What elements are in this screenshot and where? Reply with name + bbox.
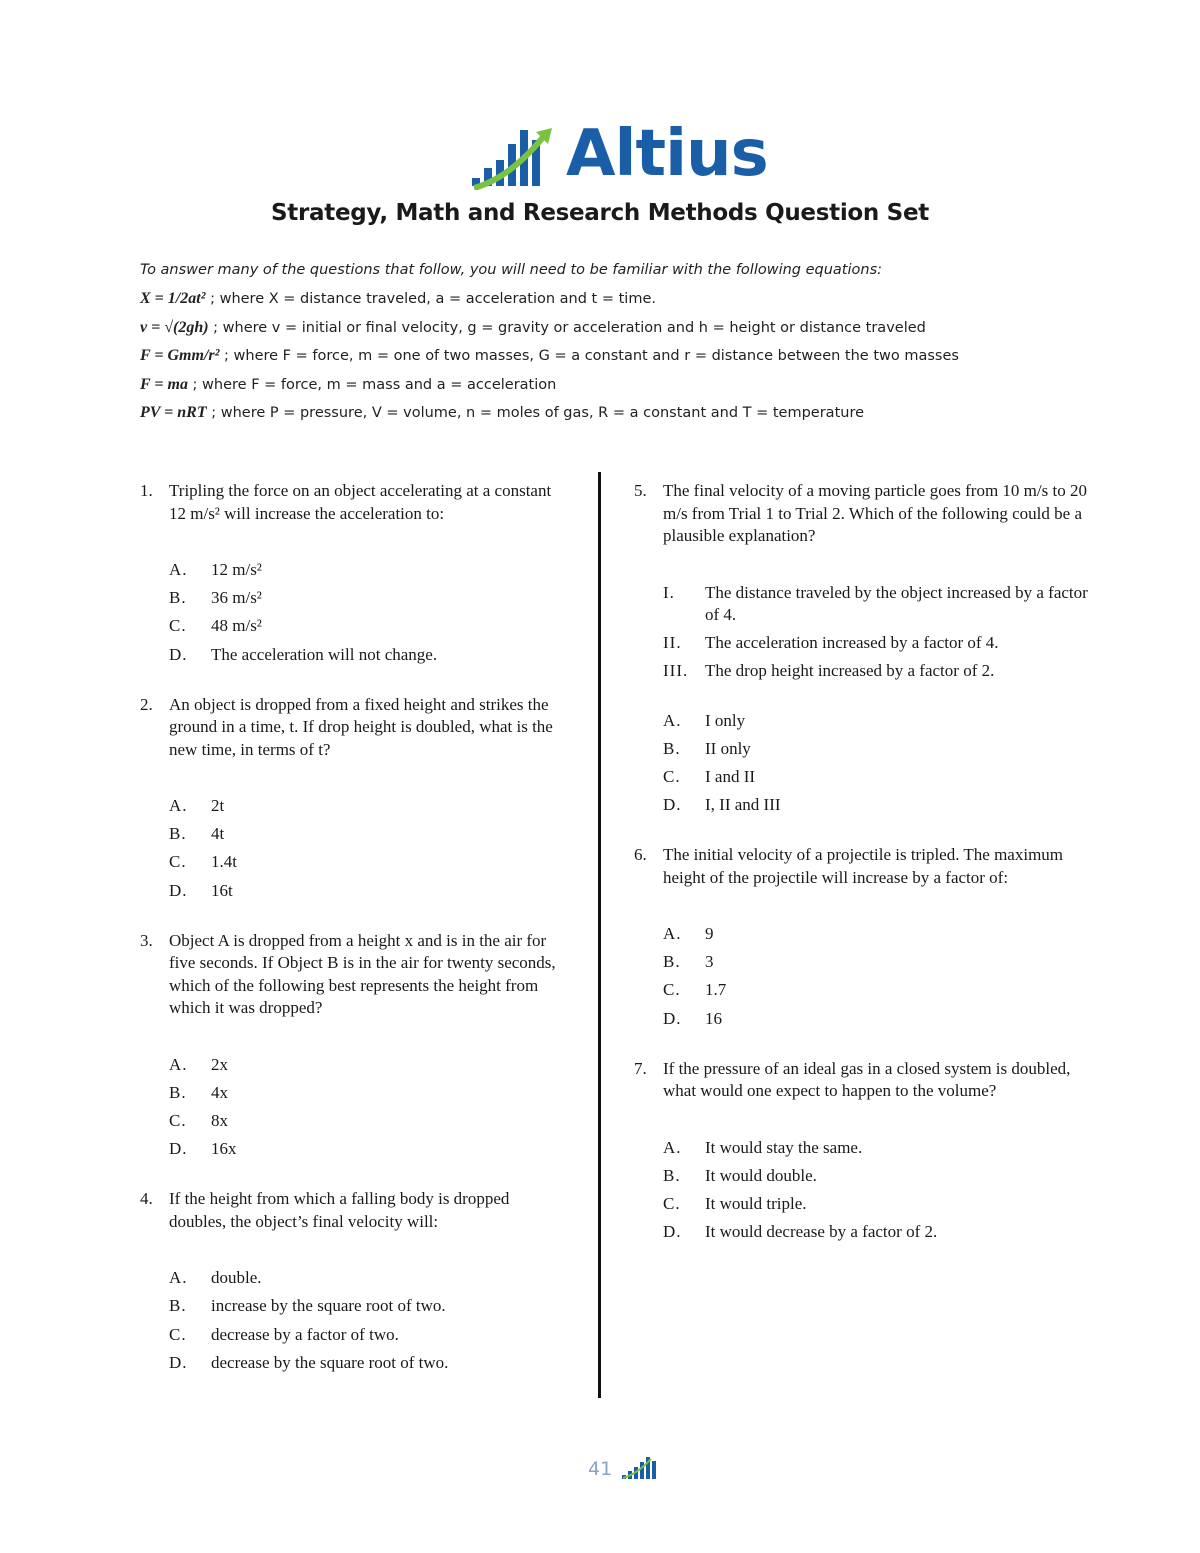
option-text: 4x <box>211 1082 228 1102</box>
option-letter: C. <box>169 1324 187 1344</box>
answer-options <box>140 795 570 902</box>
option-letter: C. <box>663 766 681 786</box>
option-letter: C. <box>663 980 681 1000</box>
column-divider <box>598 472 601 1398</box>
option-letter: A. <box>169 796 188 816</box>
answer-option[interactable] <box>634 766 1104 788</box>
equation-line <box>140 288 1080 317</box>
question-number: 3. <box>140 930 153 950</box>
equation-formula: PV = nRT <box>140 404 207 421</box>
equation-description: ; where F = force, m = mass and a = acceleration <box>187 376 557 393</box>
option-text: 2x <box>211 1054 228 1074</box>
answer-option[interactable] <box>634 1008 1104 1030</box>
option-text: 4t <box>211 824 225 844</box>
question-number: 6. <box>634 845 647 865</box>
answer-option[interactable] <box>634 710 1104 732</box>
bar-chart-footer-icon <box>621 1456 657 1480</box>
equations-intro: To answer many of the questions that follow, you will need to be familiar with the following equations: <box>140 262 883 278</box>
option-text: 16 <box>705 1008 722 1028</box>
equation-line <box>140 345 1080 374</box>
answer-option[interactable] <box>140 1082 570 1104</box>
answer-option[interactable] <box>140 1110 570 1132</box>
option-letter: D. <box>663 795 682 815</box>
statement-numeral: I. <box>663 582 675 602</box>
question-text: The initial velocity of a projectile is tripled. The maximum height of the projectile will increase by a factor of: <box>663 845 1064 887</box>
answer-option[interactable] <box>140 795 570 817</box>
answer-option[interactable] <box>140 1138 570 1160</box>
equation-formula: F = Gmm/r² <box>140 347 220 364</box>
equation-description: ; where X = distance traveled, a = acceleration and t = time. <box>205 291 656 307</box>
option-letter: C. <box>169 616 187 636</box>
statement-numeral: II. <box>663 632 682 652</box>
option-text: It would stay the same. <box>705 1137 863 1157</box>
page-title: Strategy, Math and Research Methods Question Set <box>271 200 929 226</box>
answer-option[interactable] <box>634 1165 1104 1187</box>
equations-section <box>140 259 1080 431</box>
option-text: It would double. <box>705 1165 817 1185</box>
answer-option[interactable] <box>634 923 1104 945</box>
bar-chart-logo-icon <box>470 126 562 190</box>
option-letter: B. <box>663 738 681 758</box>
question-6 <box>634 844 1104 1030</box>
answer-option[interactable] <box>140 880 570 902</box>
answer-options <box>140 1267 570 1374</box>
statement <box>634 582 1104 626</box>
question-number: 4. <box>140 1189 153 1209</box>
answer-option[interactable] <box>140 851 570 873</box>
option-letter: A. <box>169 1054 188 1074</box>
equation-description: ; where v = initial or final velocity, g = gravity or acceleration and h = height or distance traveled <box>208 319 926 336</box>
option-letter: B. <box>663 1165 681 1185</box>
question-2 <box>140 694 570 902</box>
statement <box>634 660 1104 682</box>
answer-option[interactable] <box>634 1137 1104 1159</box>
option-letter: C. <box>169 852 187 872</box>
question-number: 5. <box>634 481 647 500</box>
option-letter: B. <box>663 952 681 972</box>
answer-options <box>634 1137 1104 1244</box>
question-5 <box>634 480 1104 816</box>
option-text: 3 <box>705 952 714 972</box>
option-letter: A. <box>663 1137 682 1157</box>
equation-formula: X = 1/2at² <box>140 290 206 307</box>
equation-line <box>140 402 1080 431</box>
option-text: 16t <box>211 880 233 900</box>
option-text: decrease by a factor of two. <box>211 1324 399 1344</box>
option-text: decrease by the square root of two. <box>211 1352 449 1372</box>
equation-description: ; where P = pressure, V = volume, n = moles of gas, R = a constant and T = temperature <box>206 405 865 421</box>
roman-statements <box>634 582 1104 682</box>
answer-option[interactable] <box>634 794 1104 816</box>
option-letter: C. <box>663 1194 681 1213</box>
answer-option[interactable] <box>634 738 1104 760</box>
option-text: 8x <box>211 1111 228 1130</box>
statement <box>634 632 1104 654</box>
equation-line <box>140 317 1080 346</box>
question-4 <box>140 1188 570 1374</box>
question-text: Object A is dropped from a height x and is in the air for five seconds. If Object B is in the air for twenty seconds, which of the following best represents the height from which it was dropped? <box>169 930 556 1018</box>
option-text: increase by the square root of two. <box>211 1296 446 1316</box>
option-text: II only <box>705 738 751 758</box>
answer-option[interactable] <box>140 1054 570 1076</box>
altius-logo <box>470 117 780 194</box>
option-letter: D. <box>169 880 188 900</box>
question-number: 7. <box>634 1058 647 1078</box>
question-7 <box>634 1058 1104 1244</box>
question-number: 2. <box>140 694 153 714</box>
question-number: 1. <box>140 481 153 500</box>
option-text: 1.7 <box>705 980 727 1000</box>
statement-text: The distance traveled by the object increased by a factor of 4. <box>705 582 1088 624</box>
option-text: I only <box>705 710 746 730</box>
option-letter: A. <box>663 710 682 730</box>
option-letter: D. <box>169 644 188 664</box>
answer-option[interactable] <box>140 559 570 581</box>
equation-line <box>140 374 1080 403</box>
option-letter: B. <box>169 1296 187 1316</box>
statement-text: The acceleration increased by a factor of 4. <box>705 632 999 652</box>
option-letter: D. <box>169 1352 188 1372</box>
option-letter: A. <box>169 1268 188 1288</box>
option-text: The acceleration will not change. <box>211 644 438 664</box>
option-text: 12 m/s² <box>211 560 262 579</box>
question-text: If the pressure of an ideal gas in a closed system is doubled, what would one expect to happen to the volume? <box>663 1058 1071 1101</box>
question-text: Tripling the force on an object accelerating at a constant 12 m/s² will increase the acceleration to: <box>169 481 552 523</box>
answer-option[interactable] <box>634 1193 1104 1215</box>
page-number: 41 <box>588 1458 613 1480</box>
option-letter: B. <box>169 588 187 608</box>
option-text: 48 m/s² <box>211 616 262 636</box>
question-text: If the height from which a falling body is dropped doubles, the object’s final velocity will: <box>169 1189 510 1231</box>
option-text: 9 <box>705 924 714 944</box>
questions-right-column <box>634 480 1104 1271</box>
option-text: 1.4t <box>211 852 237 872</box>
answer-option[interactable] <box>140 1267 570 1289</box>
option-text: double. <box>211 1268 262 1288</box>
answer-option[interactable] <box>140 615 570 637</box>
option-letter: A. <box>663 924 682 944</box>
logo-wordmark: Altius <box>566 117 768 191</box>
question-3 <box>140 930 570 1161</box>
answer-option[interactable] <box>140 1352 570 1374</box>
option-letter: B. <box>169 1082 187 1102</box>
answer-option[interactable] <box>634 979 1104 1001</box>
answer-option[interactable] <box>140 1324 570 1346</box>
answer-option[interactable] <box>140 587 570 609</box>
option-letter: B. <box>169 824 187 844</box>
question-text: An object is dropped from a fixed height and strikes the ground in a time, t. If drop height is doubled, what is the new time, in terms of t? <box>169 694 553 759</box>
option-text: 2t <box>211 796 225 816</box>
statement-numeral: III. <box>663 660 689 680</box>
option-text: 16x <box>211 1139 237 1159</box>
answer-option[interactable] <box>140 823 570 845</box>
equation-formula: F = ma <box>140 375 188 393</box>
option-letter: D. <box>169 1139 188 1159</box>
equation-formula: v = √(2gh) <box>140 318 209 336</box>
answer-options <box>634 923 1104 1030</box>
answer-options <box>140 1054 570 1161</box>
option-text: It would decrease by a factor of 2. <box>705 1222 938 1242</box>
answer-options <box>634 710 1104 817</box>
questions-left-column <box>140 480 570 1402</box>
option-text: 36 m/s² <box>211 588 262 608</box>
option-text: I, II and III <box>705 795 781 815</box>
option-letter: C. <box>169 1111 187 1130</box>
answer-options <box>140 559 570 666</box>
option-letter: D. <box>663 1222 682 1242</box>
answer-option[interactable] <box>634 951 1104 973</box>
answer-option[interactable] <box>634 1221 1104 1243</box>
option-text: It would triple. <box>705 1194 807 1213</box>
statement-text: The drop height increased by a factor of 2. <box>705 660 995 680</box>
option-letter: D. <box>663 1008 682 1028</box>
question-text: The final velocity of a moving particle goes from 10 m/s to 20 m/s from Trial 1 to Trial 2. Which of the following could be a plausible explanation? <box>663 481 1087 545</box>
equation-description: ; where F = force, m = one of two masses, G = a constant and r = distance between the two masses <box>219 348 959 364</box>
option-letter: A. <box>169 560 188 579</box>
question-1 <box>140 480 570 666</box>
answer-option[interactable] <box>140 1295 570 1317</box>
option-text: I and II <box>705 766 756 786</box>
answer-option[interactable] <box>140 644 570 666</box>
